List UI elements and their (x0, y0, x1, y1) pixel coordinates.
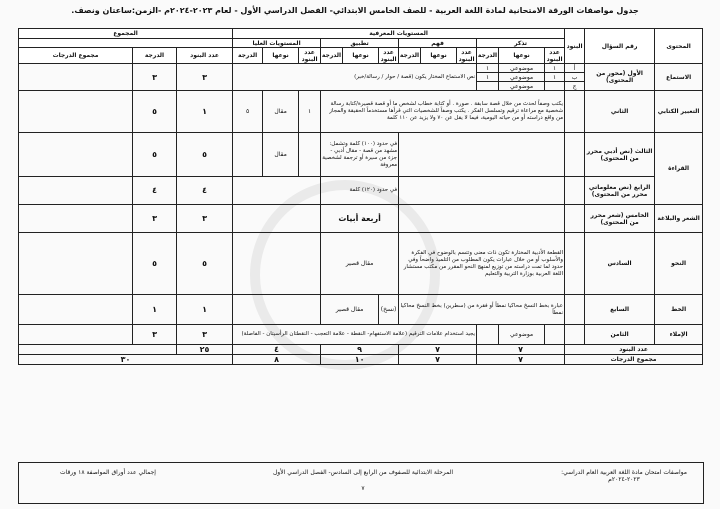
row3-hg (233, 133, 263, 177)
header-apply: تطبيق (321, 39, 399, 48)
row5-left (399, 205, 565, 233)
row2-hg: ٥ (233, 91, 263, 133)
row8-text: يجيد استخدام علامات الترقيم (علامة الاستفهام- النقطة - علامة التعجب - النقطتان الرأسيتان - الفاصلة) (233, 325, 477, 345)
row1-q: الأول (محور من المحتوى) (585, 64, 655, 91)
header-higher: المستويات العليا (233, 39, 321, 48)
totals-u-g: ٧ (399, 355, 477, 365)
totals-h-n: ٤ (233, 345, 321, 355)
totals-n: ٢٥ (177, 345, 233, 355)
row3-left (399, 133, 565, 177)
row4-n: ٤ (177, 177, 233, 205)
row1-rn2: ١ (545, 73, 565, 82)
row8-b (565, 325, 585, 345)
row2-g: ٥ (133, 91, 177, 133)
totals-u-n: ٧ (399, 345, 477, 355)
totals-g: ٣٠ (19, 355, 233, 365)
row4-b (565, 177, 585, 205)
row6-b (565, 233, 585, 295)
totals-r-n: ٧ (477, 345, 565, 355)
row8-n: ٣ (177, 325, 233, 345)
h-t3: نوعها (343, 48, 379, 64)
header-qnum: رقم السؤال (585, 29, 655, 64)
specification-table (18, 28, 703, 365)
row1-rtype2: موضوعي (499, 73, 545, 82)
totals-a-n: ٩ (321, 345, 399, 355)
row6-q: السادس (585, 233, 655, 295)
totals-r-g: ٧ (477, 355, 565, 365)
row2-content: التعبير الكتابي (655, 91, 703, 133)
header-items: البنود (565, 29, 585, 64)
row1-rn3 (545, 82, 565, 91)
row8-sum (19, 325, 133, 345)
row2-text: يكتب وصفاً لحدث من خلال قصة سابقة . صورة . أو كتابة خطاب لشخص ما أو قصة قصيرة/كتابة رسالة شخصية مع مراعاة ترقيم وتسلسل الفكر . يكتب وصفاً للشخصيات التي قرأها مستخدماً الحقيقة والمجاز من واقع دراسته أو من حياته اليومية، فيما لا يقل عن ٧٠ ولا يزيد عن ١١٠ كلمة (321, 91, 565, 133)
h-t4: نوعها (263, 48, 299, 64)
row1-b3: ج (565, 82, 585, 91)
row1-rg2: ١ (477, 73, 499, 82)
header-cognitive: المستويات المعرفية (233, 29, 565, 39)
row1-rn: ١ (545, 64, 565, 73)
h-t2: نوعها (421, 48, 457, 64)
row7-note: (نسخ) (379, 295, 399, 325)
row6-text: القطعة الأدبية المختارة تكون ذات معنى وتتسم بالوضوح في الفكرة والأسلوب أو من خلال عبارات يكون المطلوب من التلميذ واضحاً وفي حدود لما تمت دراسته من توزيع لمنهج النحو المقرر من مكتب مستشار اللغة العربية بوزارة التربية والتعليم (399, 233, 565, 295)
row7-text: عبارة بخط النسخ محاكيا نمطاً أو فقرة من (سطرين) بخط النسخ محاكيا نمطاً (399, 295, 565, 325)
footer-page-number: ٧ (361, 485, 365, 492)
row1-sum (19, 64, 133, 91)
row7-content: الخط (655, 295, 703, 325)
row7-h (233, 295, 321, 325)
row1-rtype: موضوعي (499, 64, 545, 73)
row4-text: في حدود (١٢٠) كلمة (321, 177, 399, 205)
row4-left (399, 177, 565, 205)
h-n1: عدد البنود (546, 48, 563, 63)
row8-rg (477, 325, 499, 345)
footer-center: المرحلة الابتدائية للصفوف من الرابع إلى السادس- الفصل الدراسي الأول (272, 469, 454, 476)
row6-sum (19, 233, 133, 295)
row2-n: ١ (177, 91, 233, 133)
row3-q: الثالث (نص أدبي محرر من المحتوى) (585, 133, 655, 177)
page-footer (18, 462, 704, 504)
totals-n-empty (19, 345, 177, 355)
h-g1: الدرجة (477, 48, 499, 64)
row6-h (233, 233, 321, 295)
totals-h-g: ٨ (233, 355, 321, 365)
row8-rn (545, 325, 565, 345)
row7-c: مقال قصير (321, 295, 379, 325)
row3-hn (299, 133, 321, 177)
row6-c: مقال قصير (321, 233, 399, 295)
row3-text: في حدود (١٠٠) كلمة وتشمل: مشهد من قصة - مقال أدبي - جزء من سيرة أو ترجمة لشخصية معروفة (321, 133, 399, 177)
row6-g: ٥ (133, 233, 177, 295)
row4-q: الرابع (نص معلوماتي محرر من المحتوى) (585, 177, 655, 205)
row3-content: القراءة (655, 133, 703, 205)
footer-right: مواصفات امتحان مادة اللغة العربية العام الدراسي: ٢٠٢٣-٢٠٢٤م (561, 469, 687, 483)
row4-h (233, 177, 321, 205)
row7-q: السابع (585, 295, 655, 325)
totals-g-label: مجموع الدرجات (565, 355, 703, 365)
row2-sum (19, 91, 133, 133)
row1-rg: ١ (477, 64, 499, 73)
row2-b (565, 91, 585, 133)
row3-htype: مقال (263, 133, 299, 177)
row3-sum (19, 133, 133, 177)
row4-g: ٤ (133, 177, 177, 205)
row1-text: نص الاستماع المختار يكون (قصة / حوار / رسالة/خبر) (233, 64, 477, 91)
row8-g: ٣ (133, 325, 177, 345)
row1-content: الاستماع (655, 64, 703, 91)
row8-content: الإملاء (655, 325, 703, 345)
row1-b2: ب (565, 73, 585, 82)
h-g3: الدرجة (321, 48, 343, 64)
h-n2: عدد البنود (458, 48, 475, 63)
h-t1: نوعها (499, 48, 545, 64)
row1-g: ٣ (133, 64, 177, 91)
row3-g: ٥ (133, 133, 177, 177)
row2-htype: مقال (263, 91, 299, 133)
row5-g: ٣ (133, 205, 177, 233)
row5-n: ٣ (177, 205, 233, 233)
row7-sum (19, 295, 133, 325)
row1-b1: أ (565, 64, 585, 73)
totals-a-g: ١٠ (321, 355, 399, 365)
row6-n: ٥ (177, 233, 233, 295)
header-understand: فهم (399, 39, 477, 48)
row2-hn: ١ (299, 91, 321, 133)
h-n4: عدد البنود (299, 48, 321, 64)
row8-rtype: موضوعي (499, 325, 545, 345)
row1-rtype3: موضوعي (499, 82, 545, 91)
header-total-sub (19, 39, 233, 48)
row7-g: ١ (133, 295, 177, 325)
document-title: جدول مواصفات الورقة الامتحانية لمادة اللغة العربية - للصف الخامس الابتدائي- الفصل الدراسي الأول - لعام ٢٠٢٣-٢٠٢٤م -الزمن:ساعتان ونصف. (71, 6, 639, 15)
row5-content: الشعر والبلاغة (655, 205, 703, 233)
footer-left: إجمالي عدد أوراق المواصفة ١٨ ورقات (60, 469, 156, 476)
row3-n: ٥ (177, 133, 233, 177)
row1-rg3 (477, 82, 499, 91)
h-sum: مجموع الدرجات (19, 48, 133, 64)
row5-text: أربعة أبيات (321, 205, 399, 233)
header-total: المجموع (19, 29, 233, 39)
h-g2: الدرجة (399, 48, 421, 64)
row5-q: الخامس (شعر محرر من المحتوى) (585, 205, 655, 233)
header-content: المحتوى (655, 29, 703, 64)
row5-h (233, 205, 321, 233)
h-gtot: الدرجة (133, 48, 177, 64)
header-remember: تذكر (477, 39, 565, 48)
h-n3: عدد البنود (380, 48, 397, 63)
row5-b (565, 205, 585, 233)
row2-q: الثاني (585, 91, 655, 133)
row7-n: ١ (177, 295, 233, 325)
row5-sum (19, 205, 133, 233)
h-g4: الدرجة (233, 48, 263, 64)
totals-n-label: عدد البنود (565, 345, 703, 355)
row8-q: الثامن (585, 325, 655, 345)
row1-n: ٣ (177, 64, 233, 91)
row4-sum (19, 177, 133, 205)
h-ntot: عدد البنود (177, 48, 233, 64)
row3-b (565, 133, 585, 177)
row6-content: النحو (655, 233, 703, 295)
row7-b (565, 295, 585, 325)
